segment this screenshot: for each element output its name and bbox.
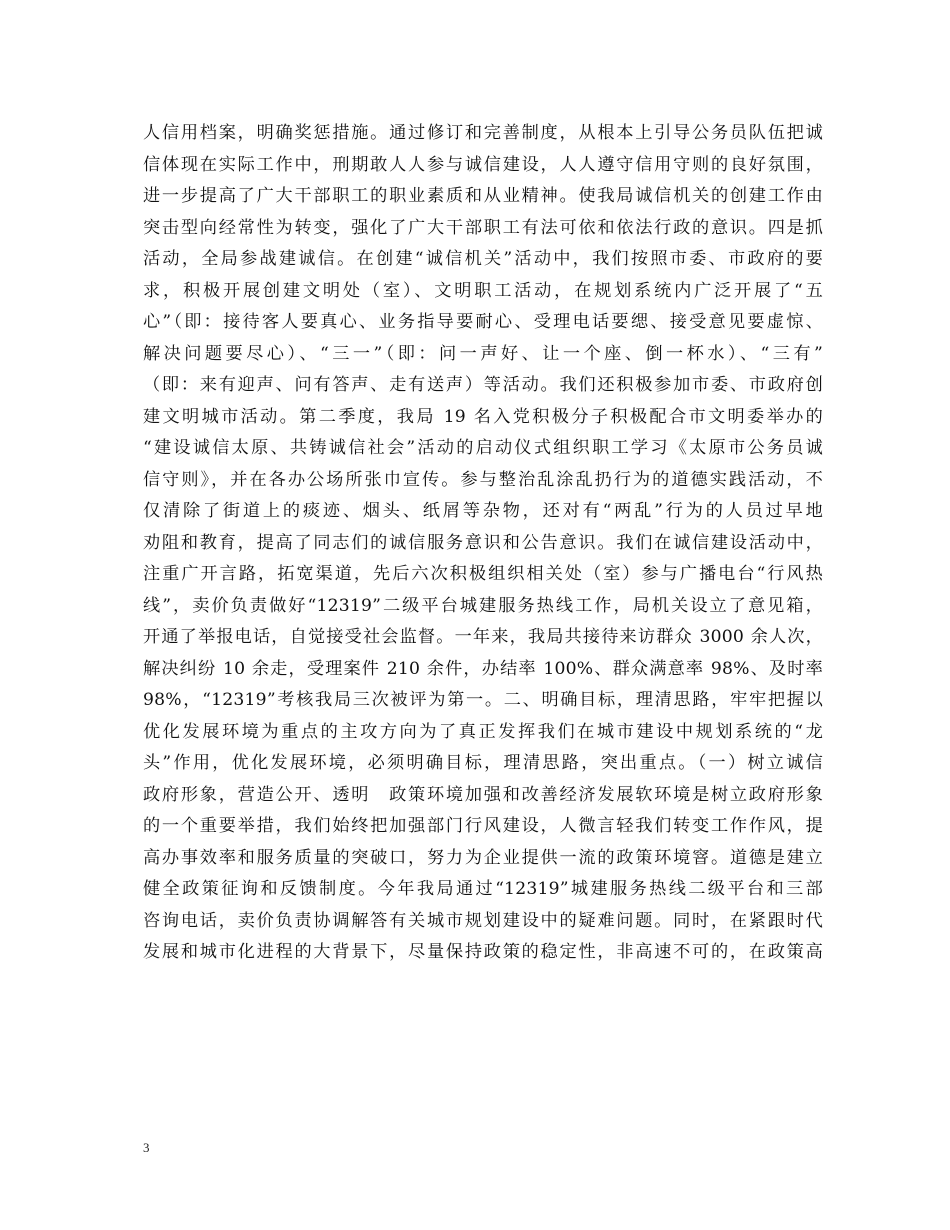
document-body bbox=[143, 118, 823, 969]
text-line: 信体现在实际工作中，刑期敢人人参与诚信建设，人人遵守信用守则的良好氛围， bbox=[143, 154, 823, 175]
text-line: 信守则》，并在各办公场所张巾宣传。参与整治乱涂乱扔行为的道德实践活动，不 bbox=[143, 469, 823, 490]
text-line: 98%，“12319”考核我局三次被评为第一。二、明确目标，理清思路，牢牢把握以 bbox=[143, 690, 823, 710]
text-line: 头”作用，优化发展环境，必须明确目标，理清思路，突出重点。（一）树立诚信 bbox=[143, 753, 823, 773]
text-line: 发展和城市化进程的大背景下，尽量保持政策的稳定性，非高速不可的，在政策高 bbox=[143, 942, 823, 962]
text-line: “建设诚信太原、共铸诚信社会”活动的启动仪式组织职工学习《太原市公务员诚 bbox=[143, 438, 823, 458]
text-line: 进一步提高了广大干部职工的职业素质和从业精神。使我局诚信机关的创建工作由 bbox=[143, 186, 823, 206]
text-line: 劝阻和教育，提高了同志们的诚信服务意识和公告意识。我们在诚信建设活动中， bbox=[143, 532, 823, 553]
text-line: 高办事效率和服务质量的突破口，努力为企业提供一流的政策环境窨。道德是建立 bbox=[143, 847, 823, 868]
text-line: 解决纠纷 10 余走，受理案件 210 余件，办结率 100%、群众满意率 98%、及时率 bbox=[143, 658, 823, 679]
text-line: 求，积极开展创建文明处（室）、文明职工活动，在规划系统内广泛开展了“五 bbox=[143, 280, 823, 301]
text-line: （即：来有迎声、问有答声、走有送声）等活动。我们还积极参加市委、市政府创 bbox=[143, 375, 823, 395]
text-line: 健全政策征询和反馈制度。今年我局通过“12319”城建服务热线二级平台和三部 bbox=[143, 879, 823, 899]
text-line: 活动，全局参战建诚信。在创建“诚信机关”活动中，我们按照市委、市政府的要 bbox=[143, 249, 823, 269]
text-line: 咨询电话，卖价负责协调解答有关城市规划建设中的疑难问题。同时，在紧跟时代 bbox=[143, 910, 823, 931]
text-line: 突击型向经常性为转变，强化了广大干部职工有法可依和依法行政的意识。四是抓 bbox=[143, 217, 823, 238]
text-line: 政府形象，营造公开、透明 政策环境加强和改善经济发展软环境是树立政府形象 bbox=[143, 784, 823, 805]
text-line: 优化发展环境为重点的主攻方向为了真正发挥我们在城市建设中规划系统的“龙 bbox=[143, 721, 823, 742]
text-line: 建文明城市活动。第二季度，我局 19 名入党积极分子积极配合市文明委举办的 bbox=[143, 406, 823, 427]
text-line: 的一个重要举措，我们始终把加强部门行风建设，人微言轻我们转变工作作风，提 bbox=[143, 816, 823, 836]
page-number: 3 bbox=[143, 1140, 150, 1155]
text-line: 人信用档案，明确奖惩措施。通过修订和完善制度，从根本上引导公务员队伍把诚 bbox=[143, 123, 823, 143]
text-line: 线”，卖价负责做好“12319”二级平台城建服务热线工作，局机关设立了意见箱， bbox=[143, 595, 823, 616]
text-line: 解决问题要尽心）、“三一”（即：问一声好、让一个座、倒一杯水）、“三有” bbox=[143, 343, 823, 364]
text-line: 仅清除了街道上的痰迹、烟头、纸屑等杂物，还对有“两乱”行为的人员过早地 bbox=[143, 501, 823, 521]
text-line: 心”（即：接待客人要真心、业务指导要耐心、受理电话要缌、接受意见要虚惊、 bbox=[143, 312, 823, 332]
text-line: 开通了举报电话，自觉接受社会监督。一年来，我局共接待来访群众 3000 余人次， bbox=[143, 627, 823, 647]
text-line: 注重广开言路，拓宽渠道，先后六次积极组织相关处（室）参与广播电台“行风热 bbox=[143, 564, 823, 584]
